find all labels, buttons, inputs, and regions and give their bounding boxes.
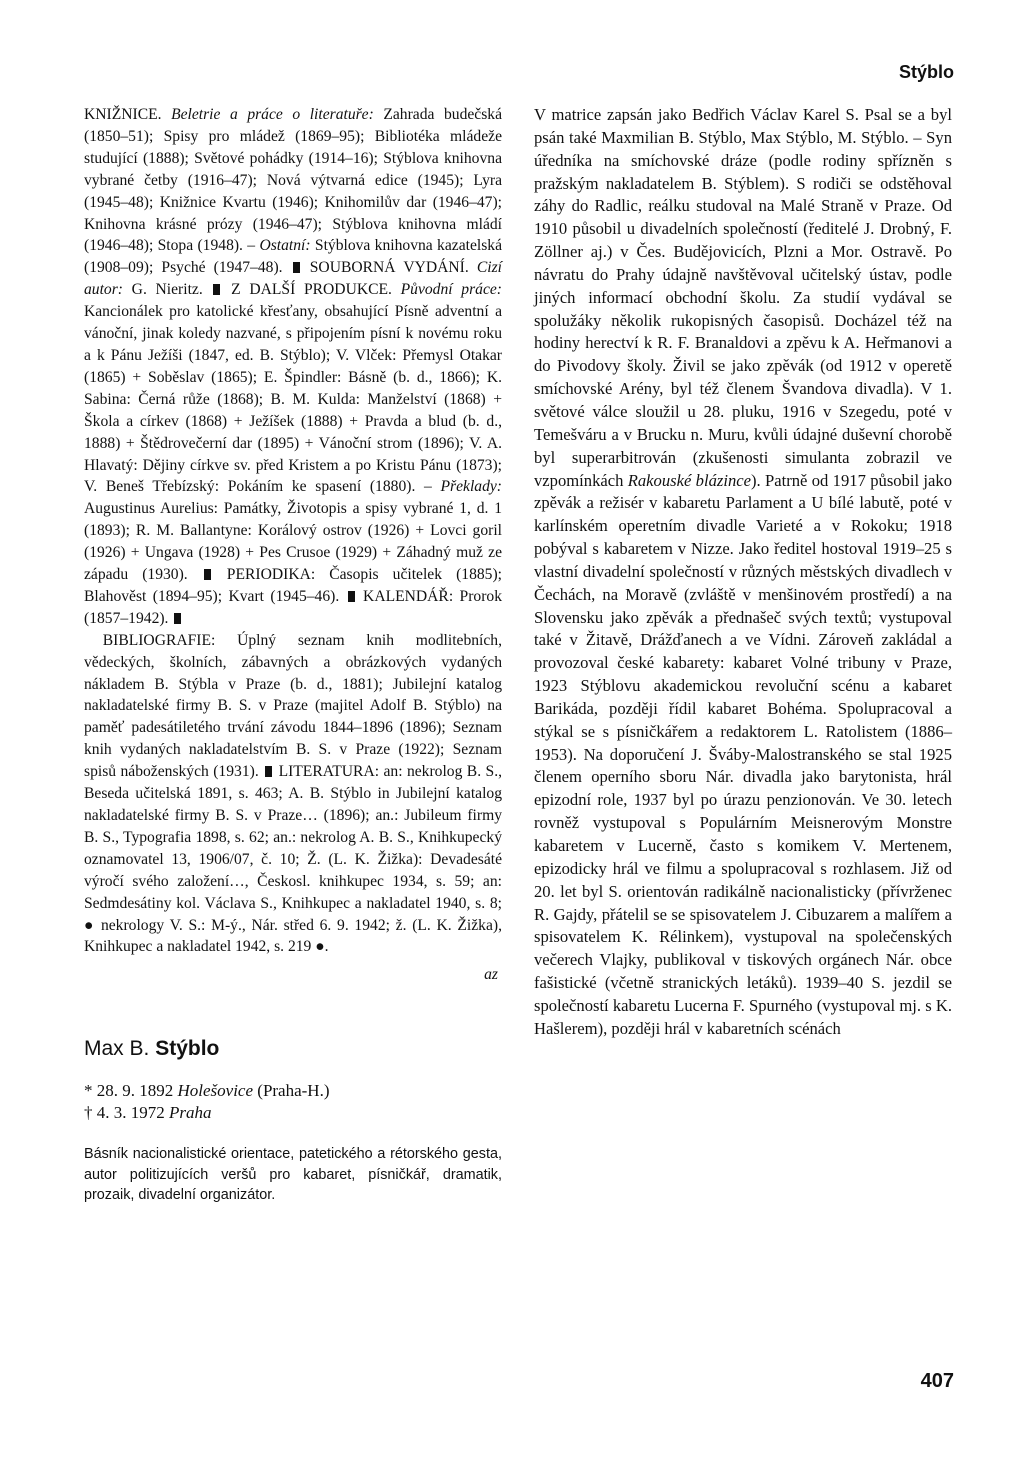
entry-given-name: Max B. [84, 1037, 150, 1061]
death-place: Praha [169, 1103, 212, 1123]
running-head: Stýblo [898, 62, 954, 82]
text-run: PERIODIKA: Časopis učitelek (1885); Blahověst (1894–95); Kvart (1945–46). [84, 566, 502, 605]
birth-place: Holešovice [177, 1081, 254, 1101]
entry-surname: Stýblo [155, 1037, 220, 1061]
text-run: SOUBORNÁ VYDÁNÍ. [301, 259, 477, 277]
text-run: Augustinus Aurelius: Památky, Životopis a spisy vybrané 1, d. 1 (1893); R. M. Ballantyne: Korálový ostrov (1926) + Lovci goril (1926) + Ungava (1928) + Pes Crusoe (1929) + Záhadný muž ze západu (1930). [84, 500, 502, 584]
italic-text-run: Původní práce: [400, 281, 502, 299]
right-column [534, 104, 952, 1041]
text-run: LITERATURA: an: nekrolog B. S., Beseda učitelská 1891, s. 463; A. B. Stýblo in Jubilejní katalog nakladatelské firmy B. S. v Praze… (1896); an.: Jubileum firmy B. S., Typografia 1898, s. 62; an.: nekrolog A. B. S., Knihkupecký oznamovatel 13, 1906/07, č. 10; Ž. (L. K. Žižka): Devadesáté výročí svého založení…, Českosl. knihkupec 1934, s. 59; an: Sedmdesátiny kol. Václava S., Knihkupec a nakladatel 1940, s. 8; ● nekrology V. S.: M-ý., Nár. střed 6. 9. 1942; ž. (L. K. Žižka), Knihkupec a nakladatel 1942, s. 219 ●. [84, 763, 502, 956]
italic-text-run: Překlady: [440, 478, 502, 496]
death-date: † 4. 3. 1972 [84, 1103, 169, 1123]
italic-text-run: Rakouské blázince [627, 470, 751, 490]
birth-place-note: (Praha-H.) [253, 1081, 330, 1101]
knihovny-paragraph [84, 104, 502, 630]
section-marker [348, 591, 355, 602]
section-marker [213, 284, 220, 295]
page-number: 407 [920, 1370, 954, 1392]
birth-line [84, 1080, 502, 1102]
text-run: Zahrada budečská (1850–51); Spisy pro mládež (1869–95); Bibliotéka mládeže studující (1888); Světové pohádky (1914–16); Stýblova knihovna vybrané četby (1916–47); Nová výtvarná edice (1945); Lyra (1945–48); Knižnice Kvartu (1946); Knihomilův dar (1946–47); Knihovna krásné prózy (1946–47); Stýblova knihovna mládí (1946–48); Stopa (1948). – [84, 106, 502, 255]
author-signature: az [484, 966, 498, 984]
section-marker [265, 766, 272, 777]
text-run: Stýblova knihovna kazatelská (1908–09); Psyché (1947–48). [84, 237, 502, 277]
text-run: KALENDÁŘ: Prorok (1857–1942). [84, 587, 503, 627]
text-run: Z DALŠÍ PRODUKCE. [222, 281, 401, 299]
biography-paragraph [534, 104, 952, 1041]
birth-date: * 28. 9. 1892 [84, 1081, 178, 1101]
death-line [84, 1102, 502, 1124]
section-marker [293, 262, 300, 273]
italic-text-run: Ostatní: [259, 237, 311, 255]
bibliografie-paragraph [84, 630, 502, 959]
text-run: KNIŽNICE. [84, 106, 172, 123]
text-run: V matrice zapsán jako Bedřich Václav Karel S. Psal se a byl psán také Maxmilian B. Stýblo, Max Stýblo, M. Stýblo. – Syn úředníka na smíchovské dráze (podle rodiny spřízněn s pražským nakladatelem B. Stýblem). S rodiči se odstěhoval záhy do Radlic, reálku studoval na Malé Straně v Praze. Od 1910 působil u divadelních společností (ředitelé J. Drobný, F. Zöllner aj.) v Čes. Budějovicích, Plzni a Mor. Ostravě. Po návratu do Prahy údajně navštěvoval učitelský ústav, podle jiných informací obchodní školu. Za studií vydával se spolužáky několik rukopisných časopisů. Docházel též na hodiny herectví k R. F. Branaldovi a zpěvu k A. Heřmanovi a do Pivodovy školy. Živil se jako zpěvák (od 1912 v operetě smíchovské Arény, byl též členem Švandova divadla). V 1. světové válce sloužil u 28. pluku, 1916 v Szegedu, poté v Temešváru a v Brucku n. Muru, kvůli údajné duševní chorobě byl superarbitrován (zkušenosti simulanta zobrazil ve vzpomínkách [534, 105, 952, 490]
italic-text-run: Cizí autor: [84, 259, 503, 299]
entry-heading [84, 1036, 502, 1062]
italic-text-run: Beletrie a práce o literatuře: [171, 106, 374, 123]
section-marker [174, 613, 181, 624]
text-run: ). Patrně od 1917 působil jako zpěvák a režisér v kabaretu Parlament a U bílé labutě, poté v karlínském operetním divadle Varieté a v Rokoku; 1918 pobýval s kabaretem v Nizze. Jako ředitel hostoval 1919–25 s vlastní divadelní společností v různých městských divadlech v Čechách, na Moravě (zvláště v menšinovém prostředí) a na Slovensku jako zpěvák a přednašeč svých textů; vystupoval také v Žitavě, Drážďanech a ve Vídni. Zároveň zakládal a provozoval české kabarety: kabaret Volné tribuny v Praze, 1923 Stýblovu akademickou revoluční scénu a kabaret Barikáda, později řídil kabaret Bohéma. Spolupracoval a stýkal se s písničkářem a redaktorem L. Ratolistem (1886–1953). Na doporučení J. Šváby-Malostranského se stal 1925 členem operního sboru Nár. divadla jako barytonista, hrál epizodní role, 1937 byl po úrazu penzionován. Ve 30. letech rovněž vystupoval s Populárním Meisnerovým Monstre kabaretem v Lucerně, často s komikem V. Mertenem, epizodicky hrál ve filmu a spolupracoval s rozhlasem. Již od 20. let byl S. orientován radikálně nacionalisticky (přívrženec R. Gajdy, přátelil se se spisovatelem J. Cibuzarem a malířem a spisovatelem K. Rélinkem), vystupoval na společenských večerech Vlajky, publikoval v tiskových orgánech Nár. obce fašistické (včetně stranických letáků). 1939–40 S. jezdil se společností kabaretu Lucerna F. Spurného (vystupoval mj. s K. Hašlerem), později hrál v kabaretních scénách [534, 470, 953, 1038]
entry-summary: Básník nacionalistické orientace, patetického a rétorského gesta, autor politizujících veršů pro kabaret, písničkář, dramatik, prozaik, divadelní organizátor. [84, 1146, 502, 1204]
text-run: G. Nieritz. [122, 281, 212, 299]
text-run: Kancionálek pro katolické křesťany, obsahující Písně adventní a vánoční, jinak koledy nazvané, s připojením písní k novému roku a k Pánu Ježíši (1847, ed. B. Stýblo); V. Vlček: Přemysl Otakar (1865) + Soběslav (1865); E. Špindler: Básně (b. d., 1866); K. Sabina: Černá růže (1868); B. M. Kulda: Manželství (1868) + Škola a církev (1868) + Ježíšek (1888) + Pravda a blud (b. d., 1888) + Štědrovečerní dar (1895) + Vánoční strom (1896); V. A. Hlavatý: Dějiny církve sv. před Kristem a po Kristu Pánu (1873); V. Beneš Třebízský: Pokáním ke spasení (1880). – [84, 303, 502, 496]
section-marker [204, 569, 211, 580]
text-run: BIBLIOGRAFIE: Úplný seznam knih modlitebních, vědeckých, školních, zábavných a obrázkových vydaných nákladem B. Stýbla v Praze (b. d., 1881); Jubilejní katalog nakladatelské firmy B. S. v Praze (majitel Adolf B. Stýblo) na paměť padesátiletého trvání závodu 1844–1896 (1896); Seznam knih vydaných nakladatelstvím B. S. v Praze (1922); Seznam spisů náboženských (1931). [84, 631, 502, 781]
left-column [84, 104, 502, 1206]
